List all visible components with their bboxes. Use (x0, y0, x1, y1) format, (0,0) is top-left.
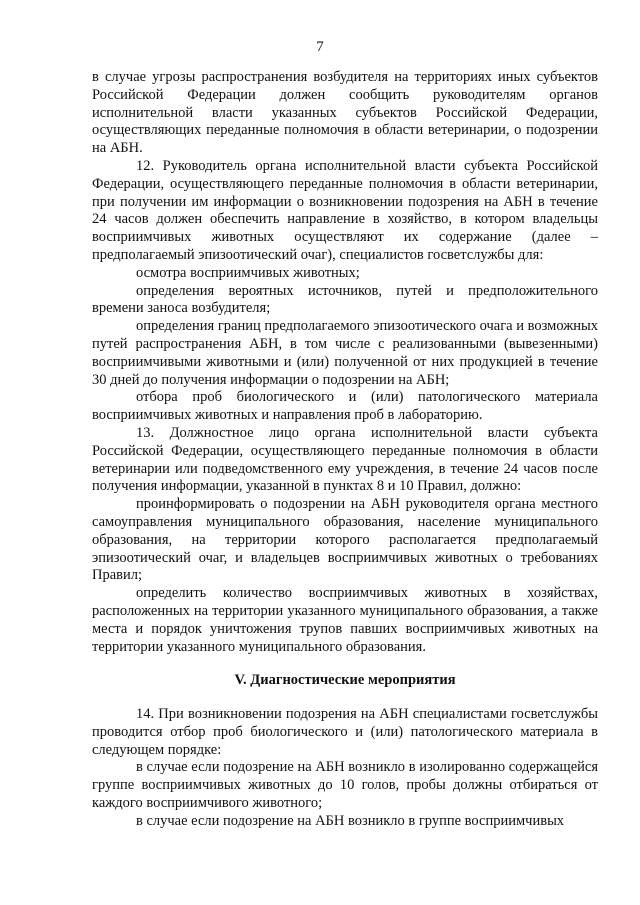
list-item-isolated-group: в случае если подозрение на АБН возникло в изолированно содержащейся группе восприимчивых животных до 10 голов, пробы должны отбираться от каждого восприимчивого животного; (92, 759, 598, 812)
list-item-sampling: отбора проб биологического и (или) патологического материала восприимчивых животных и направления проб в лабораторию. (92, 389, 598, 424)
list-item-count: определить количество восприимчивых животных в хозяйствах, расположенных на территории указанного муниципального образования, а также места и порядок уничтожения трупов павших восприимчивых животных на территории указанного муниципального образования. (92, 585, 598, 655)
document-body (92, 69, 598, 831)
list-item-inform: проинформировать о подозрении на АБН руководителя органа местного самоуправления муниципального образования, население муниципального образования, на территории которого располагается предполагаемый эпизоотический очаг, и владельцев восприимчивых животных о требованиях Правил; (92, 496, 598, 584)
paragraph-13: 13. Должностное лицо органа исполнительной власти субъекта Российской Федерации, осуществляющего переданные полномочия в области ветеринарии или подведомственного ему учреждения, в течение 24 часов после получения информации, указанной в пунктах 8 и 10 Правил, должно: (92, 424, 598, 495)
paragraph-14: 14. При возникновении подозрения на АБН специалистами госветслужбы проводится отбор проб биологического и (или) патологического материала в следующем порядке: (92, 706, 598, 758)
list-item-boundaries: определения границ предполагаемого эпизоотического очага и возможных путей распространения АБН, в том числе с реализованными (вывезенными) восприимчивыми животными и (или) полученной от них продукцией в течение 30 дней до получения информации о подозрении на АБН; (92, 318, 598, 388)
list-item-inspection: осмотра восприимчивых животных; (136, 264, 360, 281)
list-item-sources: определения вероятных источников, путей и предположительного времени заноса возбудителя; (92, 282, 598, 317)
section-heading: V. Диагностические мероприятия (234, 672, 456, 689)
paragraph-threat-spread: в случае угрозы распространения возбудителя на территориях иных субъектов Российской Федерации должен сообщить руководителям органов исполнительной власти указанных субъектов Российской Федерации, осуществляющих переданные полномочия в области ветеринарии, о подозрении на АБН. (92, 69, 598, 157)
paragraph-12: 12. Руководитель органа исполнительной власти субъекта Российской Федерации, осуществляющего переданные полномочия в области ветеринарии, при получении им информации о возникновении подозрения на АБН в течение 24 часов должен обеспечить направление в хозяйство, в котором владельцы восприимчивых животных осуществляют их содержание (далее – предполагаемый эпизоотический очаг), специалистов госветслужбы для: (92, 157, 598, 263)
page-number: 7 (316, 39, 324, 55)
list-item-group-continued: в случае если подозрение на АБН возникло в группе восприимчивых (136, 812, 565, 829)
